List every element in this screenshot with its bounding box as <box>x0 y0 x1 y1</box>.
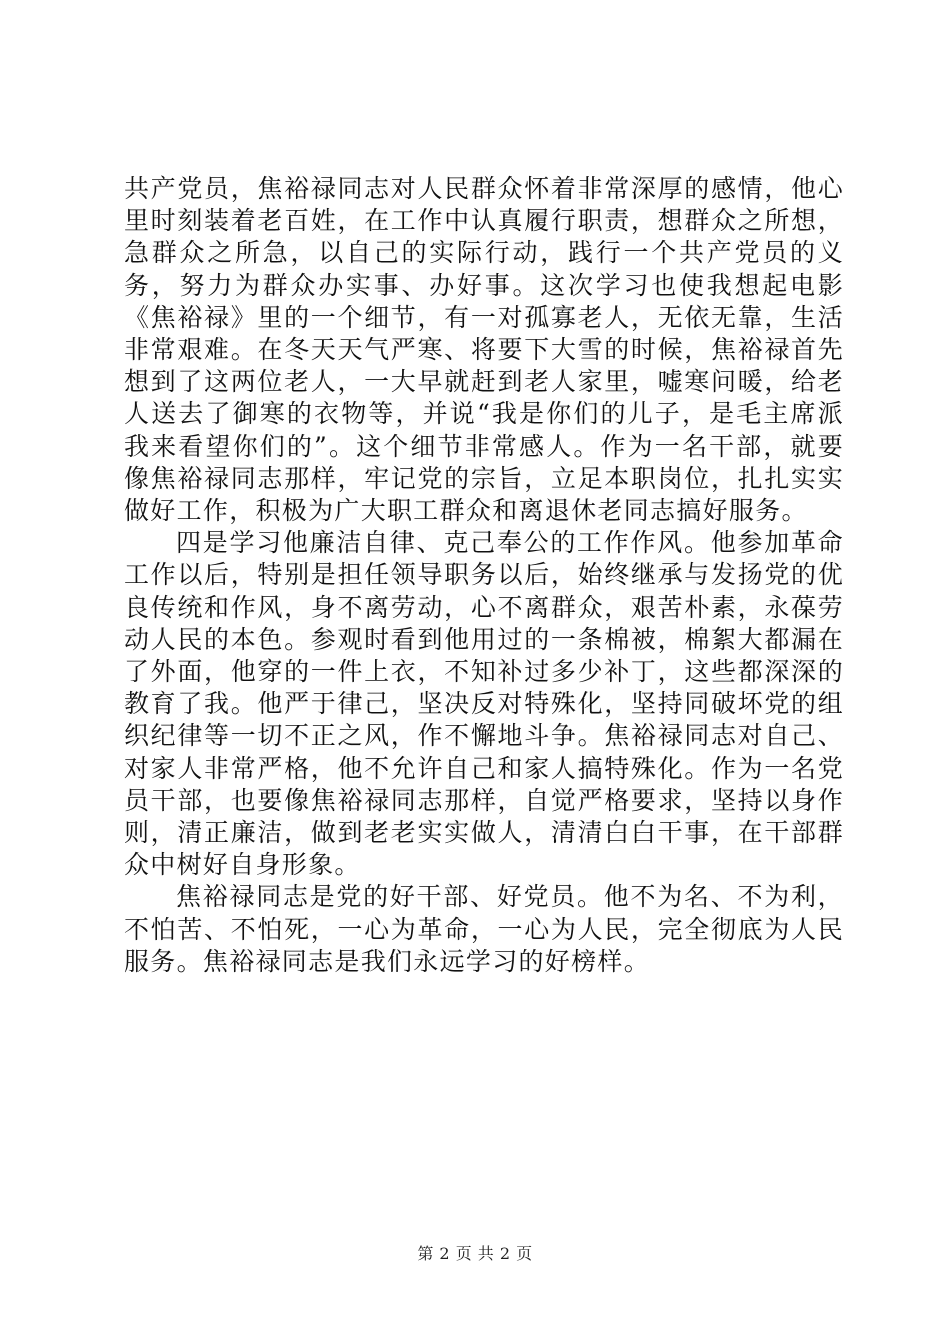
paragraph-2: 四是学习他廉洁自律、克己奉公的工作作风。他参加革命工作以后，特别是担任领导职务以后，始终继承与发扬党的优良传统和作风，身不离劳动，心不离群众，艰苦朴素，永葆劳动人民的本色。参观时看到他用过的一条棉被，棉絮大都漏在了外面，他穿的一件上衣，不知补过多少补丁，这些都深深的教育了我。他严于律己，坚决反对特殊化，坚持同破坏党的组织纪律等一切不正之风，作不懈地斗争。焦裕禄同志对自己、对家人非常严格，他不允许自己和家人搞特殊化。作为一名党员干部，也要像焦裕禄同志那样，自觉严格要求，坚持以身作则，清正廉洁，做到老老实实做人，清清白白干事，在干部群众中树好自身形象。 <box>124 528 844 880</box>
paragraph-3: 焦裕禄同志是党的好干部、好党员。他不为名、不为利，不怕苦、不怕死，一心为革命，一心为人民，完全彻底为人民服务。焦裕禄同志是我们永远学习的好榜样。 <box>124 882 844 976</box>
paragraph-1: 共产党员，焦裕禄同志对人民群众怀着非常深厚的感情，他心里时刻装着老百姓，在工作中认真履行职责，想群众之所想，急群众之所急，以自己的实际行动，践行一个共产党员的义务，努力为群众办实事、办好事。这次学习也使我想起电影《焦裕禄》里的一个细节，有一对孤寡老人，无依无靠，生活非常艰难。在冬天天气严寒、将要下大雪的时候，焦裕禄首先想到了这两位老人，一大早就赶到老人家里，嘘寒问暖，给老人送去了御寒的衣物等，并说“我是你们的儿子，是毛主席派我来看望你们的”。这个细节非常感人。作为一名干部，就要像焦裕禄同志那样，牢记党的宗旨，立足本职岗位，扎扎实实做好工作，积极为广大职工群众和离退休老同志搞好服务。 <box>124 174 844 526</box>
document-body <box>124 173 844 978</box>
page-number-footer: 第 2 页 共 2 页 <box>417 1244 533 1263</box>
